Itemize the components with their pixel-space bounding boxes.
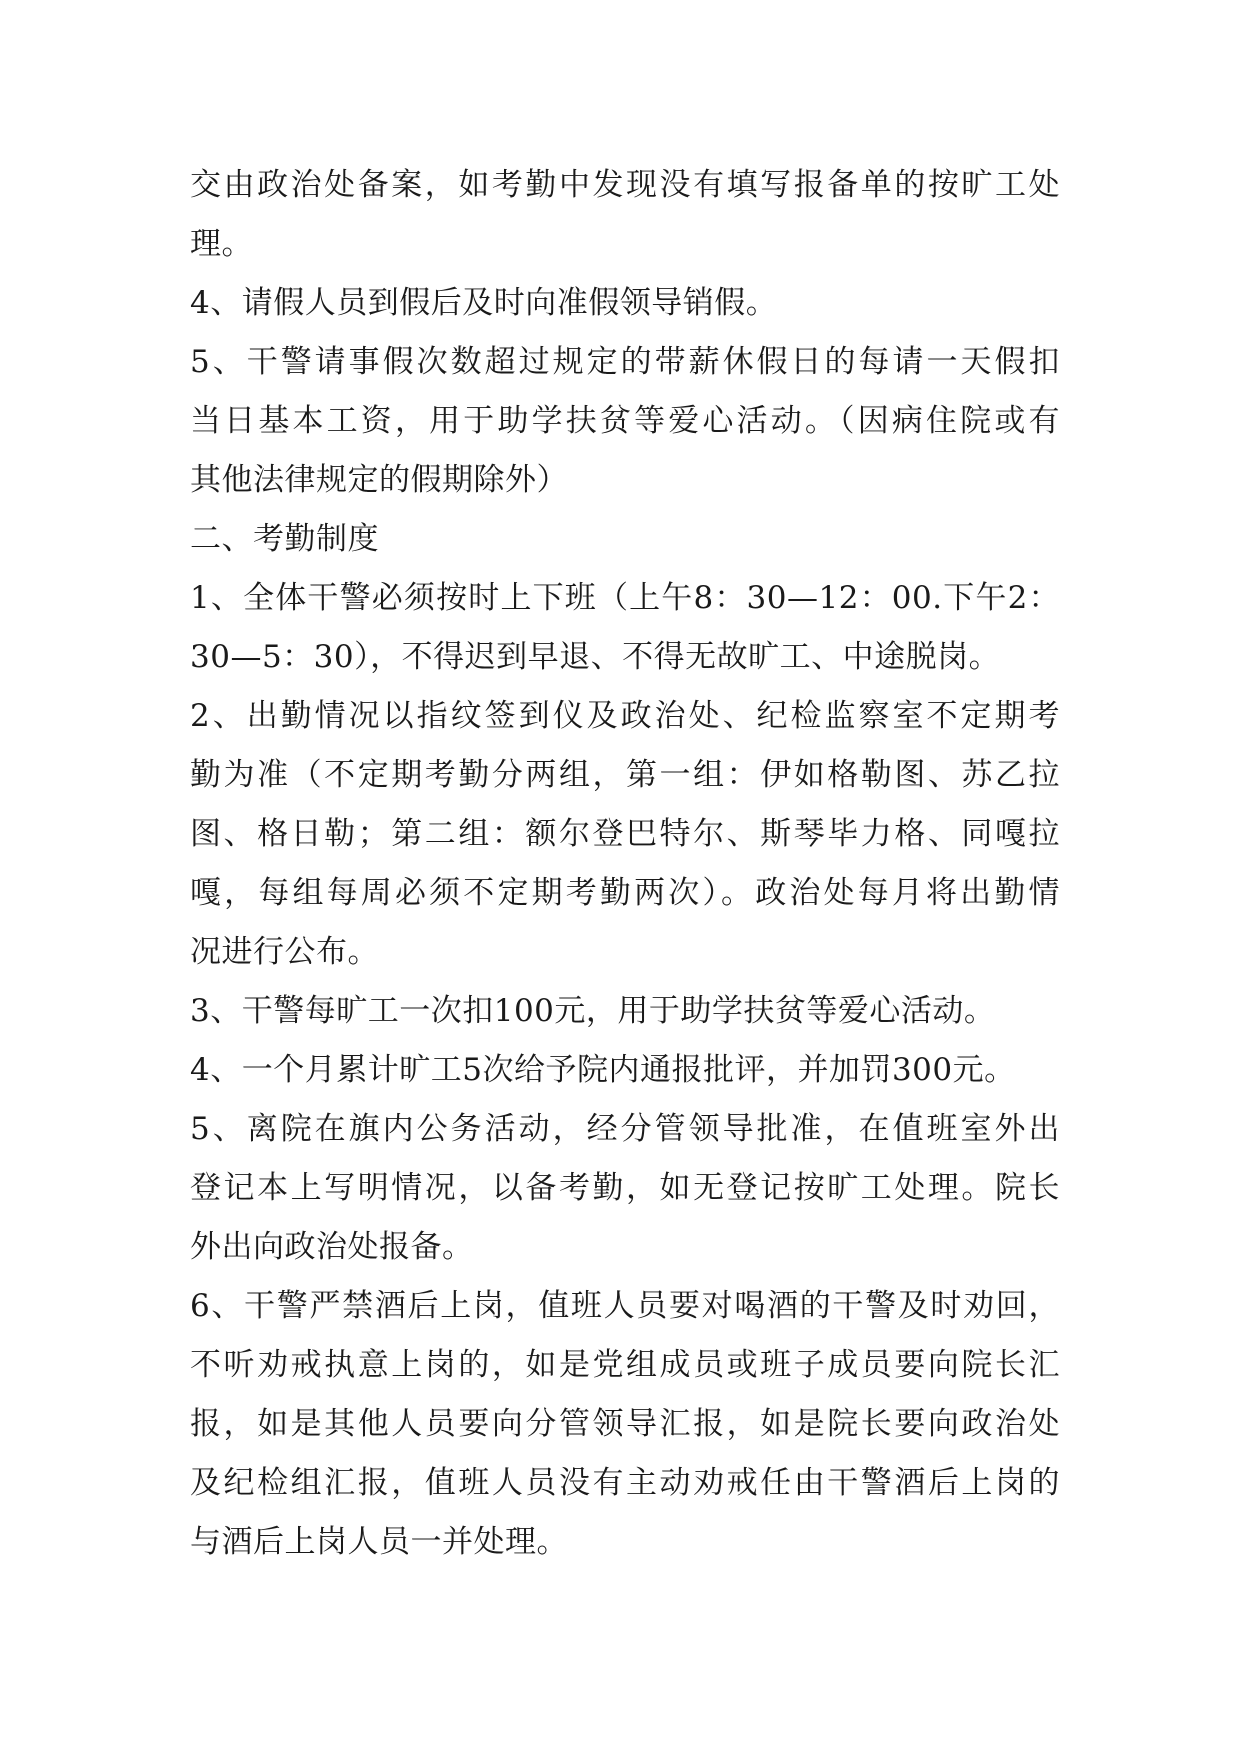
document-line: 与酒后上岗人员一并处理。 bbox=[190, 1524, 568, 1560]
document-line: 交由政治处备案，如考勤中发现没有填写报备单的按旷工处 bbox=[190, 167, 1060, 203]
document-line: 5、离院在旗内公务活动，经分管领导批准，在值班室外出 bbox=[190, 1111, 1060, 1147]
document-line: 5、干警请事假次数超过规定的带薪休假日的每请一天假扣 bbox=[190, 344, 1060, 380]
document-line: 及纪检组汇报，值班人员没有主动劝戒任由干警酒后上岗的 bbox=[190, 1465, 1060, 1501]
document-line: 报，如是其他人员要向分管领导汇报，如是院长要向政治处 bbox=[190, 1406, 1060, 1442]
document-line: 其他法律规定的假期除外） bbox=[190, 462, 568, 498]
document-line: 2、出勤情况以指纹签到仪及政治处、纪检监察室不定期考 bbox=[190, 698, 1060, 734]
document-line: 况进行公布。 bbox=[190, 934, 379, 970]
document-line: 嘎，每组每周必须不定期考勤两次）。政治处每月将出勤情 bbox=[190, 875, 1060, 911]
document-line: 4、请假人员到假后及时向准假领导销假。 bbox=[190, 285, 778, 321]
document-line: 30—5：30），不得迟到早退、不得无故旷工、中途脱岗。 bbox=[190, 639, 1001, 675]
document-line: 6、干警严禁酒后上岗，值班人员要对喝酒的干警及时劝回， bbox=[190, 1288, 1060, 1324]
document-line: 勤为准（不定期考勤分两组，第一组：伊如格勒图、苏乙拉 bbox=[190, 757, 1060, 793]
document-line: 二、考勤制度 bbox=[190, 521, 379, 557]
document-line: 3、干警每旷工一次扣100元，用于助学扶贫等爱心活动。 bbox=[190, 993, 996, 1029]
document-line: 图、格日勒；第二组：额尔登巴特尔、斯琴毕力格、同嘎拉 bbox=[190, 816, 1060, 852]
document-line: 不听劝戒执意上岗的，如是党组成员或班子成员要向院长汇 bbox=[190, 1347, 1060, 1383]
document-line: 1、全体干警必须按时上下班（上午8：30—12：00.下午2： bbox=[190, 580, 1060, 616]
document-line: 4、一个月累计旷工5次给予院内通报批评，并加罚300元。 bbox=[190, 1052, 1016, 1088]
document-body bbox=[190, 156, 1060, 1572]
document-line: 登记本上写明情况，以备考勤，如无登记按旷工处理。院长 bbox=[190, 1170, 1060, 1206]
document-line: 外出向政治处报备。 bbox=[190, 1229, 474, 1265]
document-line: 理。 bbox=[190, 226, 253, 262]
document-line: 当日基本工资，用于助学扶贫等爱心活动。（因病住院或有 bbox=[190, 403, 1060, 439]
